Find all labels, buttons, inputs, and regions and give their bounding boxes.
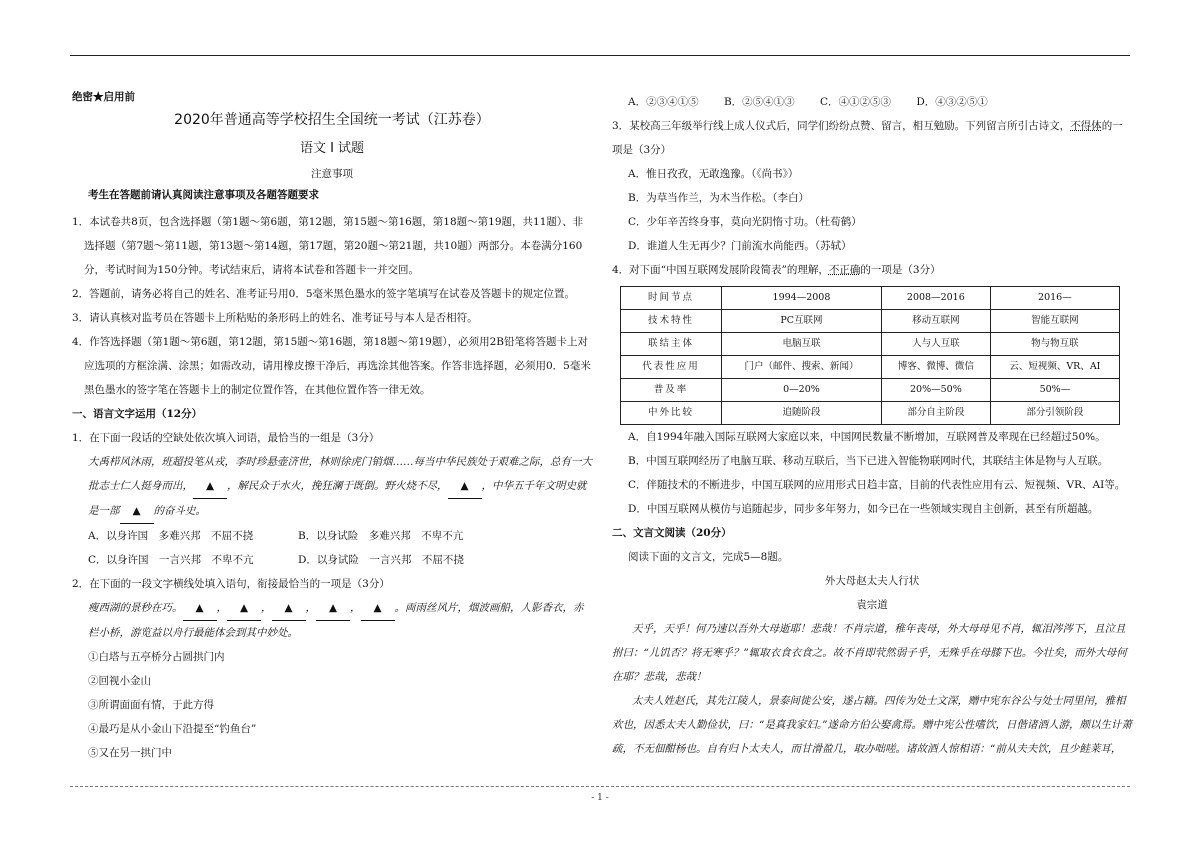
essay-title: 外大母赵太夫人行状	[824, 575, 920, 587]
sentence-item: ⑤又在另一拱门中	[88, 746, 172, 759]
table-cell: 云、短视频、VR、AI	[990, 356, 1119, 379]
top-rule	[70, 55, 1130, 56]
exam-subtitle: 语文 I 试题	[299, 141, 365, 157]
passage-text: 瘦西湖的景秒在巧。	[88, 601, 183, 614]
option-item: C．伴随技术的不断进步，中国互联网的应用形式日趋丰富，目前的代表性应用有云、短视频、VR、AI等。	[628, 479, 1126, 491]
stem-text: 4．对下面“中国互联网发展阶段简表”的理解，	[612, 264, 829, 276]
answer-blank: ▲	[120, 499, 154, 524]
essay-author: 袁宗道	[856, 599, 888, 611]
section-heading: 一、语言文字运用（12分）	[72, 407, 203, 420]
option-item: A．②③④①⑤	[628, 96, 699, 108]
option-item: D．中国互联网从模仿与追随起步，同步多年努力，如今已在一些领域实现自主创新，甚至有所超越。	[628, 503, 1099, 515]
answer-blank: ▲	[316, 596, 350, 621]
table-cell: 部分自主阶段	[881, 402, 990, 425]
option-item: D．谁道人生无再少？门前流水尚能西。（苏轼）	[628, 240, 852, 252]
option-item: B．中国互联网经历了电脑互联、移动互联后，当下已进入智能物联网时代，其联结主体是物与人互联。	[628, 455, 1109, 467]
passage-text: ，解民众于水火，挽狂澜于既倒。野火烧不尽，	[227, 479, 448, 492]
table-cell: 1994—2008	[722, 287, 882, 310]
answer-blank: ▲	[193, 474, 227, 499]
table-cell: 人与人互联	[881, 333, 990, 356]
table-cell: 移动互联网	[881, 310, 990, 333]
option-row	[72, 524, 592, 548]
answer-blank: ▲	[361, 596, 395, 621]
table-cell: 2016—	[990, 287, 1119, 310]
notice-item: 2．答题前，请务必将自己的姓名、准考证号用0．5毫米黑色墨水的签字笔填写在试卷及答题卡的规定位置。	[72, 287, 576, 300]
q2-options	[612, 90, 1132, 114]
table-cell: 20%—50%	[881, 379, 990, 402]
option-item: B．以身试险 多难兴邦 不卑不亢	[298, 529, 464, 542]
option-item: B．②⑤④①③	[723, 96, 795, 108]
option-row	[72, 548, 592, 572]
option-item: D．以身试险 一言兴邦 不屈不挠	[298, 553, 464, 566]
passage-text: 。両雨丝风片，烟波画船，人影香衣，赤栏小桥，游览益以舟行最能体会到其中妙处。	[88, 601, 584, 639]
table-cell: 智能互联网	[990, 310, 1119, 333]
table-cell: 2008—2016	[881, 287, 990, 310]
notice-item: 1．本试卷共8页，包含选择题（第1题～第6题，第12题，第15题～第16题，第18题～第19题，共11题）、非选择题（第7题～第11题，第13题～第14题，第17题，第20题～第21题，共10题）两部分。本卷满分160分，考试时间为150分钟。考试结束后，请将本试卷和答题卡一并交回。	[72, 215, 584, 276]
stem-emphasis: 不正确	[828, 264, 861, 276]
notice-item: 4．作答选择题（第1题～第6题，第12题，第15题～第16题，第18题～第19题），必须用2B铅笔将答题卡上对应选项的方框涂满、涂黑；如需改动，请用橡皮擦干净后，再选涂其他答案。作答非选择题，必须用0．5毫米黑色墨水的签字笔在答题卡上的制定位置作答，在其他位置作答一律无效。	[72, 335, 591, 396]
table-cell: 时间节点	[621, 287, 722, 310]
sentence-item: ④最巧是从小金山下沿提至“钓鱼台”	[88, 722, 257, 735]
stem-text: 的一项是（3分）	[612, 120, 1123, 156]
option-item: D．④③②⑤①	[916, 96, 988, 108]
table-cell: 博客、微博、微信	[881, 356, 990, 379]
answer-blank: ▲	[183, 596, 217, 621]
table-cell: 部分引领阶段	[990, 402, 1119, 425]
table-cell: 0—20%	[722, 379, 882, 402]
table-cell: 中外比较	[621, 402, 722, 425]
table-row	[621, 287, 1120, 310]
question-stem	[612, 114, 1132, 162]
table-cell: 普及率	[621, 379, 722, 402]
passage-text: 大禹栉风沐雨，班超投笔从戎，李时珍悬壶济世，林则徐虎门销烟……每当中华民族处于艰难之际，总有一大批志士仁人挺身而出，	[88, 455, 592, 492]
table-row	[621, 310, 1120, 333]
table-row	[621, 356, 1120, 379]
question-passage	[72, 450, 592, 524]
option-item: C．④①②⑤③	[820, 96, 892, 108]
sentence-item: ①白塔与五亭桥分占圆拱门内	[88, 650, 225, 663]
option-item: A．惟日孜孜，无敢逸豫。（《尚书》）	[628, 168, 799, 180]
confidential-mark: 绝密★启用前	[72, 91, 135, 103]
option-item: A．自1994年融入国际互联网大家庭以来，中国网民数量不断增加，互联网普及率现在已经超过50%。	[628, 431, 1106, 443]
table-cell: PC互联网	[722, 310, 882, 333]
option-item: B．为草当作兰，为木当作松。（李白）	[628, 192, 809, 204]
page-number: - 1 -	[591, 793, 609, 803]
sentence-item: ②回视小金山	[88, 674, 151, 687]
option-item: A．以身许国 多难兴邦 不屈不挠	[88, 529, 254, 542]
table-cell: 追随阶段	[722, 402, 882, 425]
option-item: C．以身许国 一言兴邦 不卑不亢	[88, 553, 254, 566]
option-item: C．少年辛苦终身事，莫向光阴惰寸功。（杜荀鹤）	[628, 216, 862, 228]
answer-blank: ▲	[448, 474, 482, 499]
table-cell: 联结主体	[621, 333, 722, 356]
right-column	[612, 90, 1132, 761]
left-column	[72, 90, 592, 765]
notice-item: 3．请认真核对监考员在答题卡上所粘贴的条形码上的姓名、准考证号与本人是否相符。	[72, 311, 478, 324]
table-cell: 50%—	[990, 379, 1119, 402]
stem-emphasis: 不得体	[1070, 120, 1102, 132]
exam-title: 2020年普通高等学校招生全国统一考试（江苏卷）	[174, 112, 490, 128]
question-stem: 1．在下面一段话的空缺处依次填入词语，最恰当的一组是（3分）	[72, 431, 380, 444]
question-stem	[612, 258, 1132, 282]
notice-lead: 考生在答题前请认真阅读注意事项及各题答题要求	[88, 189, 319, 202]
internet-stage-table	[620, 286, 1120, 425]
notice-title: 注意事项	[311, 168, 353, 181]
bottom-rule	[70, 786, 1130, 787]
question-stem: 2．在下面的一段文字横线处填入语句，衔接最恰当的一项是（3分）	[72, 577, 390, 590]
question-passage: 瘦西湖的景秒在巧。 ▲ ， ▲ ， ▲ ， ▲ ， ▲ 。両雨丝风片，烟波画船，人影香衣，赤栏小桥，游览益以舟行最能体会到其中妙处。	[72, 596, 592, 645]
table-cell: 物与物互联	[990, 333, 1119, 356]
essay-paragraph: 天乎，天乎！何乃速以吾外大母逝耶！悲哉！不肖宗道，稚年丧母，外大母母见不肖，辄泪涔涔下，且泣且拊曰：“儿饥否？将无寒乎？”辄取衣食衣食之。故不肖即茕然弱子乎，无殊乎在母膝下也。今壮矣，而外大母何在耶？悲哉，悲哉！	[612, 623, 1127, 683]
table-cell: 技术特性	[621, 310, 722, 333]
essay-paragraph: 太夫人姓赵氏，其先江陵人，景泰间徙公安，遂占籍。四传为处士文深，赠中宪东谷公与处士同里闬，雅相欢也，因悉太夫人勤俭状，曰：“是真我家妇。”遂命方伯公娶禽焉。赠中宪公性嗜饮，日偕诸酒人游，颇以生计萧疏，不无佃酣杨也。自有归卜太夫人，而甘滑盈几，取办咄嗟。诸故酒人惊相语：“前从夫夫饮，且少鲑莱耳，	[612, 695, 1132, 755]
table-cell: 电脑互联	[722, 333, 882, 356]
table-cell: 代表性应用	[621, 356, 722, 379]
section-heading: 二、文言文阅读（20分）	[612, 527, 732, 539]
table-row	[621, 333, 1120, 356]
answer-blank: ▲	[227, 596, 261, 621]
notice-list	[72, 210, 592, 402]
sentence-item: ③所谓面面有情，于此方得	[88, 698, 214, 711]
passage-text: 的奋斗史。	[153, 504, 206, 517]
answer-blank: ▲	[272, 596, 306, 621]
passage-text: ，中华五千年文明史就是一部	[88, 479, 587, 517]
table-row	[621, 402, 1120, 425]
stem-text: 的一项是（3分）	[860, 264, 941, 276]
stem-text: 3．某校高三年级举行线上成人仪式后，同学们纷纷点赞、留言，相互勉励。下列留言所引古诗文，	[612, 120, 1071, 132]
table-row	[621, 379, 1120, 402]
section-lead: 阅读下面的文言文，完成5—8题。	[628, 551, 789, 563]
table-cell: 门户（邮件、搜索、新闻）	[722, 356, 882, 379]
